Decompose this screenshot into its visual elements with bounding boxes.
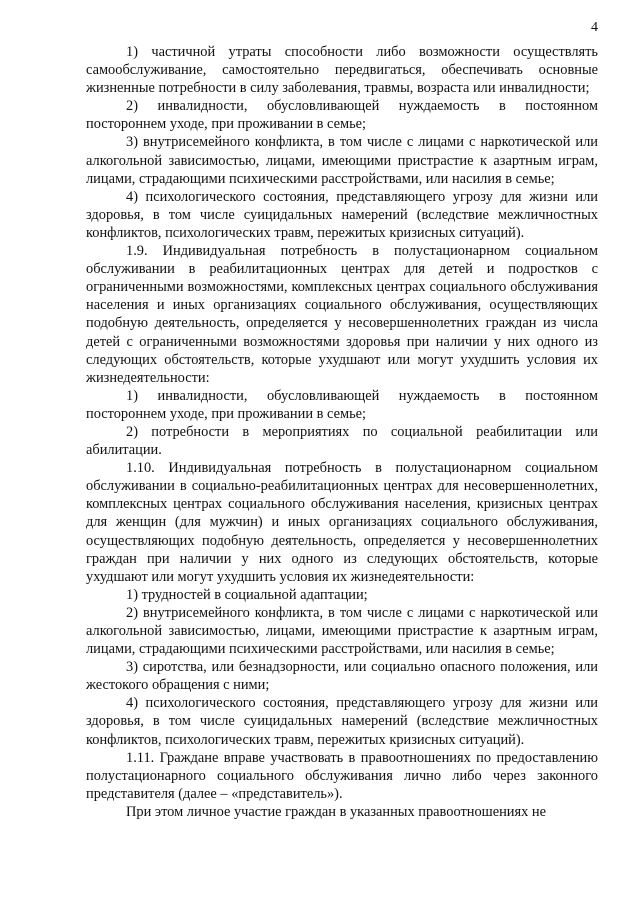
paragraph-1-9-clause-2: 2) потребности в мероприятиях по социальной реабилитации или абилитации. — [86, 423, 598, 459]
paragraph-clause-1: 1) частичной утраты способности либо возможности осуществлять самообслуживание, самостоятельно передвигаться, обеспечивать основные жизненные потребности в силу заболевания, травмы, возраста или инвалидности; — [86, 44, 598, 97]
document-body — [86, 43, 598, 821]
paragraph-clause-4: 4) психологического состояния, представляющего угрозу для жизни или здоровья, в том числе суицидальных намерений (вследствие межличностных конфликтов, психологических травм, пережитых кризисных ситуаций). — [86, 188, 598, 241]
paragraph-1-10-clause-3: 3) сиротства, или безнадзорности, или социально опасного положения, или жестокого обращения с ними; — [86, 659, 598, 694]
paragraph-1-9-clause-1: 1) инвалидности, обусловливающей нуждаемость в постоянном постороннем уходе, при проживании в семье; — [86, 387, 598, 422]
paragraph-clause-3: 3) внутрисемейного конфликта, в том числе с лицами с наркотической или алкогольной зависимостью, лицами, имеющими пристрастие к азартным играм, лицами, страдающими психическими расстройствами, или насилия в семье; — [86, 134, 598, 187]
paragraph-1-10-clause-4: 4) психологического состояния, представляющего угрозу для жизни или здоровья, в том числе суицидальных намерений (вследствие межличностных конфликтов, психологических травм, пережитых кризисных ситуаций). — [86, 695, 598, 748]
paragraph-clause-2: 2) инвалидности, обусловливающей нуждаемость в постоянном постороннем уходе, при проживании в семье; — [86, 98, 598, 133]
paragraph-section-1-10: 1.10. Индивидуальная потребность в полустационарном социальном обслуживании в социально-реабилитационных центрах для несовершеннолетних, комплексных центрах социального обслуживания населения, кризисных центрах для женщин (для мужчин) и иных организациях социального обслуживания, осуществляющих подобную деятельность, определяется у несовершеннолетних граждан при наличии у них одного из следующих обстоятельств, которые ухудшают или могут ухудшить условия их жизнедеятельности: — [86, 460, 598, 585]
paragraph-1-10-clause-1: 1) трудностей в социальной адаптации; — [126, 586, 368, 603]
paragraph-section-1-11: 1.11. Граждане вправе участвовать в правоотношениях по предоставлению полустационарного социального обслуживания лично либо через законного представителя (далее – «представитель»). — [86, 749, 598, 802]
paragraph-section-1-9: 1.9. Индивидуальная потребность в полустационарном социальном обслуживании в реабилитационных центрах для детей и подростков с ограниченными возможностями, комплексных центрах социального обслуживания населения и иных организациях социального обслуживания, осуществляющих подобную деятельность, определяется у несовершеннолетних граждан из числа детей с ограниченными возможностями здоровья при наличии у них одного из следующих обстоятельств, которые ухудшают или могут ухудшить условия их жизнедеятельности: — [86, 243, 598, 386]
page-number: 4 — [591, 20, 598, 35]
paragraph-continuation: При этом личное участие граждан в указанных правоотношениях не — [126, 803, 547, 820]
paragraph-1-10-clause-2: 2) внутрисемейного конфликта, в том числе с лицами с наркотической или алкогольной зависимостью, лицами, имеющими пристрастие к азартным играм, лицами, страдающими психическими расстройствами, или насилия в семье; — [86, 604, 598, 658]
